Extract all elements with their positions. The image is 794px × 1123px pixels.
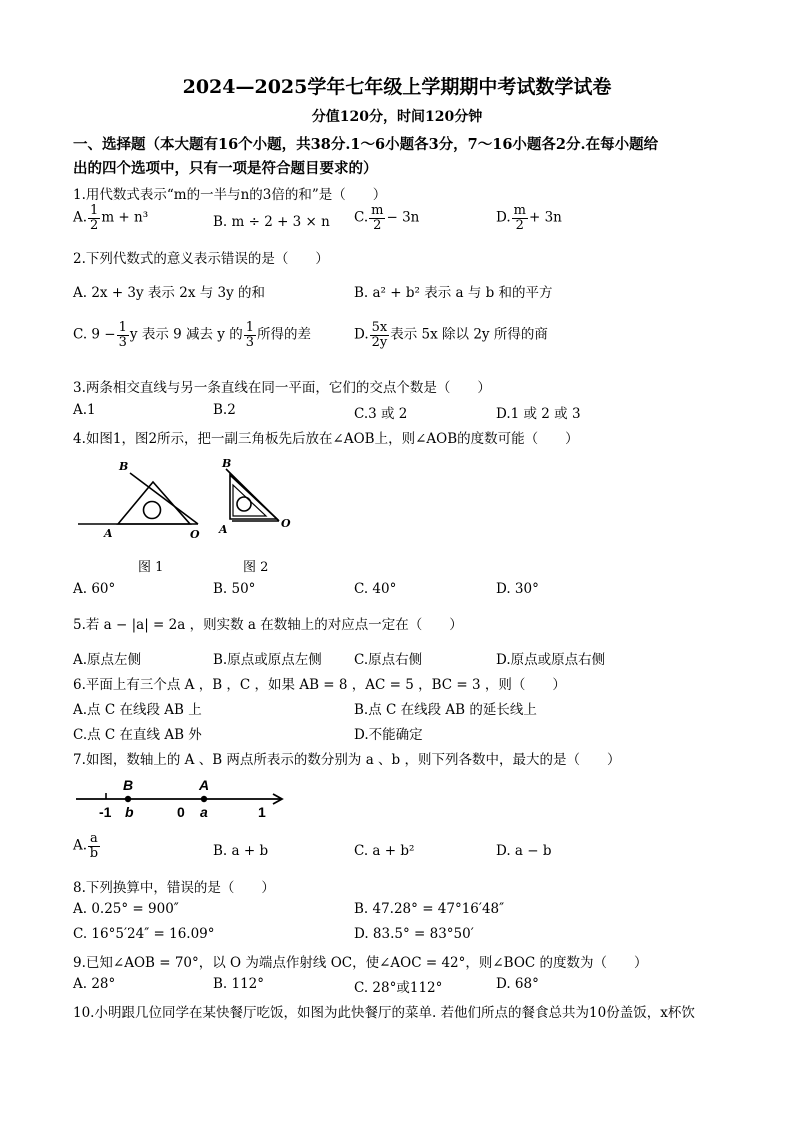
- q8-option-c: C. 16°5′24″ = 16.09°: [73, 926, 215, 942]
- q2-option-a: A. 2x + 3y 表示 2x 与 3y 的和: [73, 285, 266, 301]
- q9-stem: 9.已知∠AOB = 70°，以 O 为端点作射线 OC，使∠AOC = 42°，则∠BOC 的度数为（ ）: [73, 955, 648, 971]
- fig2-label-o: O: [281, 517, 291, 530]
- q8-option-d: D. 83.5° = 83°50′: [354, 926, 474, 942]
- q7-option-c: C. a + b²: [354, 843, 415, 859]
- q7-stem: 7.如图，数轴上的 A 、B 两点所表示的数分别为 a 、b ，则下列各数中，最大的是（ ）: [73, 752, 621, 768]
- fig1-label-b: B: [119, 460, 129, 473]
- figure-2: [214, 455, 299, 555]
- q4-stem: 4.如图1，图2所示，把一副三角板先后放在∠AOB上，则∠AOB的度数可能（ ）: [73, 431, 579, 447]
- q3-option-d: D.1 或 2 或 3: [496, 406, 581, 422]
- q6-option-d: D.不能确定: [354, 727, 423, 743]
- q6-option-a: A.点 C 在线段 AB 上: [73, 702, 202, 718]
- fig1-circle: [144, 502, 161, 519]
- figure-1: [78, 455, 218, 555]
- q4-option-c: C. 40°: [354, 581, 397, 597]
- fig2-caption: 图 2: [243, 560, 269, 575]
- q5-option-b: B.原点或原点左侧: [213, 652, 322, 668]
- q7-option-a: A. $\frac{a}{b}$: [73, 831, 99, 861]
- page-subtitle: 分值120分，时间120分钟: [311, 109, 483, 125]
- label-a-upper: A: [199, 777, 210, 793]
- fig2-circle: [237, 497, 251, 511]
- q7-option-b: B. a + b: [213, 843, 269, 859]
- q1-option-a: A. $\frac{1}{2}$ m + n³: [73, 203, 149, 233]
- q3-stem: 3.两条相交直线与另一条直线在同一平面，它们的交点个数是（ ）: [73, 380, 491, 396]
- q4-option-b: B. 50°: [213, 581, 256, 597]
- q4-option-d: D. 30°: [496, 581, 539, 597]
- fraction: $\frac{m}{2}$: [513, 203, 526, 233]
- label-one: 1: [258, 804, 266, 820]
- section-heading-line2: 出的四个选项中，只有一项是符合题目要求的）: [73, 160, 378, 177]
- q2-option-c: C. 9 − $\frac{1}{3}$ y 表示 9 减去 y 的 $\frac{1}{3}$ 所得的差: [73, 320, 311, 350]
- q1-stem: 1.用代数式表示“m的一半与n的3倍的和”是（ ）: [73, 187, 387, 203]
- label-zero: 0: [177, 804, 185, 820]
- fig2-label-a: A: [219, 523, 228, 536]
- label-minus-one: -1: [99, 804, 112, 820]
- q2-option-d: D. $\frac{5x}{2y}$ 表示 5x 除以 2y 所得的商: [354, 320, 548, 350]
- q5-option-c: C.原点右侧: [354, 652, 423, 668]
- q3-option-b: B.2: [213, 402, 236, 418]
- fraction: $\frac{5x}{2y}$: [371, 320, 388, 350]
- q1-option-b: B. m ÷ 2 + 3 × n: [213, 214, 330, 230]
- q9-option-d: D. 68°: [496, 976, 539, 992]
- q8-option-b: B. 47.28° = 47°16′48″: [354, 901, 505, 917]
- fig2-triangle: [230, 475, 277, 519]
- q5-option-d: D.原点或原点右侧: [496, 652, 606, 668]
- q6-stem: 6.平面上有三个点 A ，B ，C ，如果 AB = 8 ，AC = 5 ，BC = 3 ，则（ ）: [73, 677, 566, 693]
- fig1-label-o: O: [190, 528, 200, 541]
- label-b-lower: b: [125, 804, 134, 820]
- q2-stem: 2.下列代数式的意义表示错误的是（ ）: [73, 251, 329, 267]
- q5-stem: 5.若 a − |a| = 2a ，则实数 a 在数轴上的对应点一定在（ ）: [73, 617, 463, 633]
- fraction: $\frac{1}{3}$: [245, 320, 254, 350]
- q1-option-d: D. $\frac{m}{2}$ + 3n: [496, 203, 562, 233]
- q3-option-c: C.3 或 2: [354, 406, 408, 422]
- q9-option-c: C. 28°或112°: [354, 980, 443, 996]
- q7-option-d: D. a − b: [496, 843, 552, 859]
- label-b-upper: B: [123, 777, 134, 793]
- q6-option-b: B.点 C 在线段 AB 的延长线上: [354, 702, 537, 718]
- fig1-caption: 图 1: [138, 560, 164, 575]
- fraction: $\frac{1}{2}$: [90, 203, 99, 233]
- q10-stem: 10.小明跟几位同学在某快餐厅吃饭，如图为此快餐厅的菜单. 若他们所点的餐食总共为10份盖饭，x杯饮: [73, 1005, 695, 1021]
- q8-stem: 8.下列换算中，错误的是（ ）: [73, 880, 275, 896]
- page-title: 2024—2025学年七年级上学期期中考试数学试卷: [182, 76, 612, 98]
- q5-option-a: A.原点左侧: [73, 652, 142, 668]
- q8-option-a: A. 0.25° = 900″: [73, 901, 179, 917]
- q4-option-a: A. 60°: [73, 581, 116, 597]
- fraction: $\frac{a}{b}$: [89, 831, 99, 861]
- fig2-label-b: B: [222, 457, 232, 470]
- point-a: [201, 796, 207, 802]
- fraction: $\frac{m}{2}$: [371, 203, 384, 233]
- q1-option-c: C. $\frac{m}{2}$ − 3n: [354, 203, 420, 233]
- q3-option-a: A.1: [73, 402, 96, 418]
- q9-option-b: B. 112°: [213, 976, 265, 992]
- point-b: [125, 796, 131, 802]
- section-heading-line1: 一、选择题（本大题有16个小题，共38分.1～6小题各3分，7～16小题各2分.在每小题给: [73, 136, 659, 153]
- fraction: $\frac{1}{3}$: [118, 320, 127, 350]
- label-a-lower: a: [200, 804, 208, 820]
- fig1-label-a: A: [104, 527, 113, 540]
- q6-option-c: C.点 C 在直线 AB 外: [73, 727, 202, 743]
- number-line: [76, 775, 291, 825]
- q9-option-a: A. 28°: [73, 976, 116, 992]
- q2-option-b: B. a² + b² 表示 a 与 b 和的平方: [354, 285, 553, 301]
